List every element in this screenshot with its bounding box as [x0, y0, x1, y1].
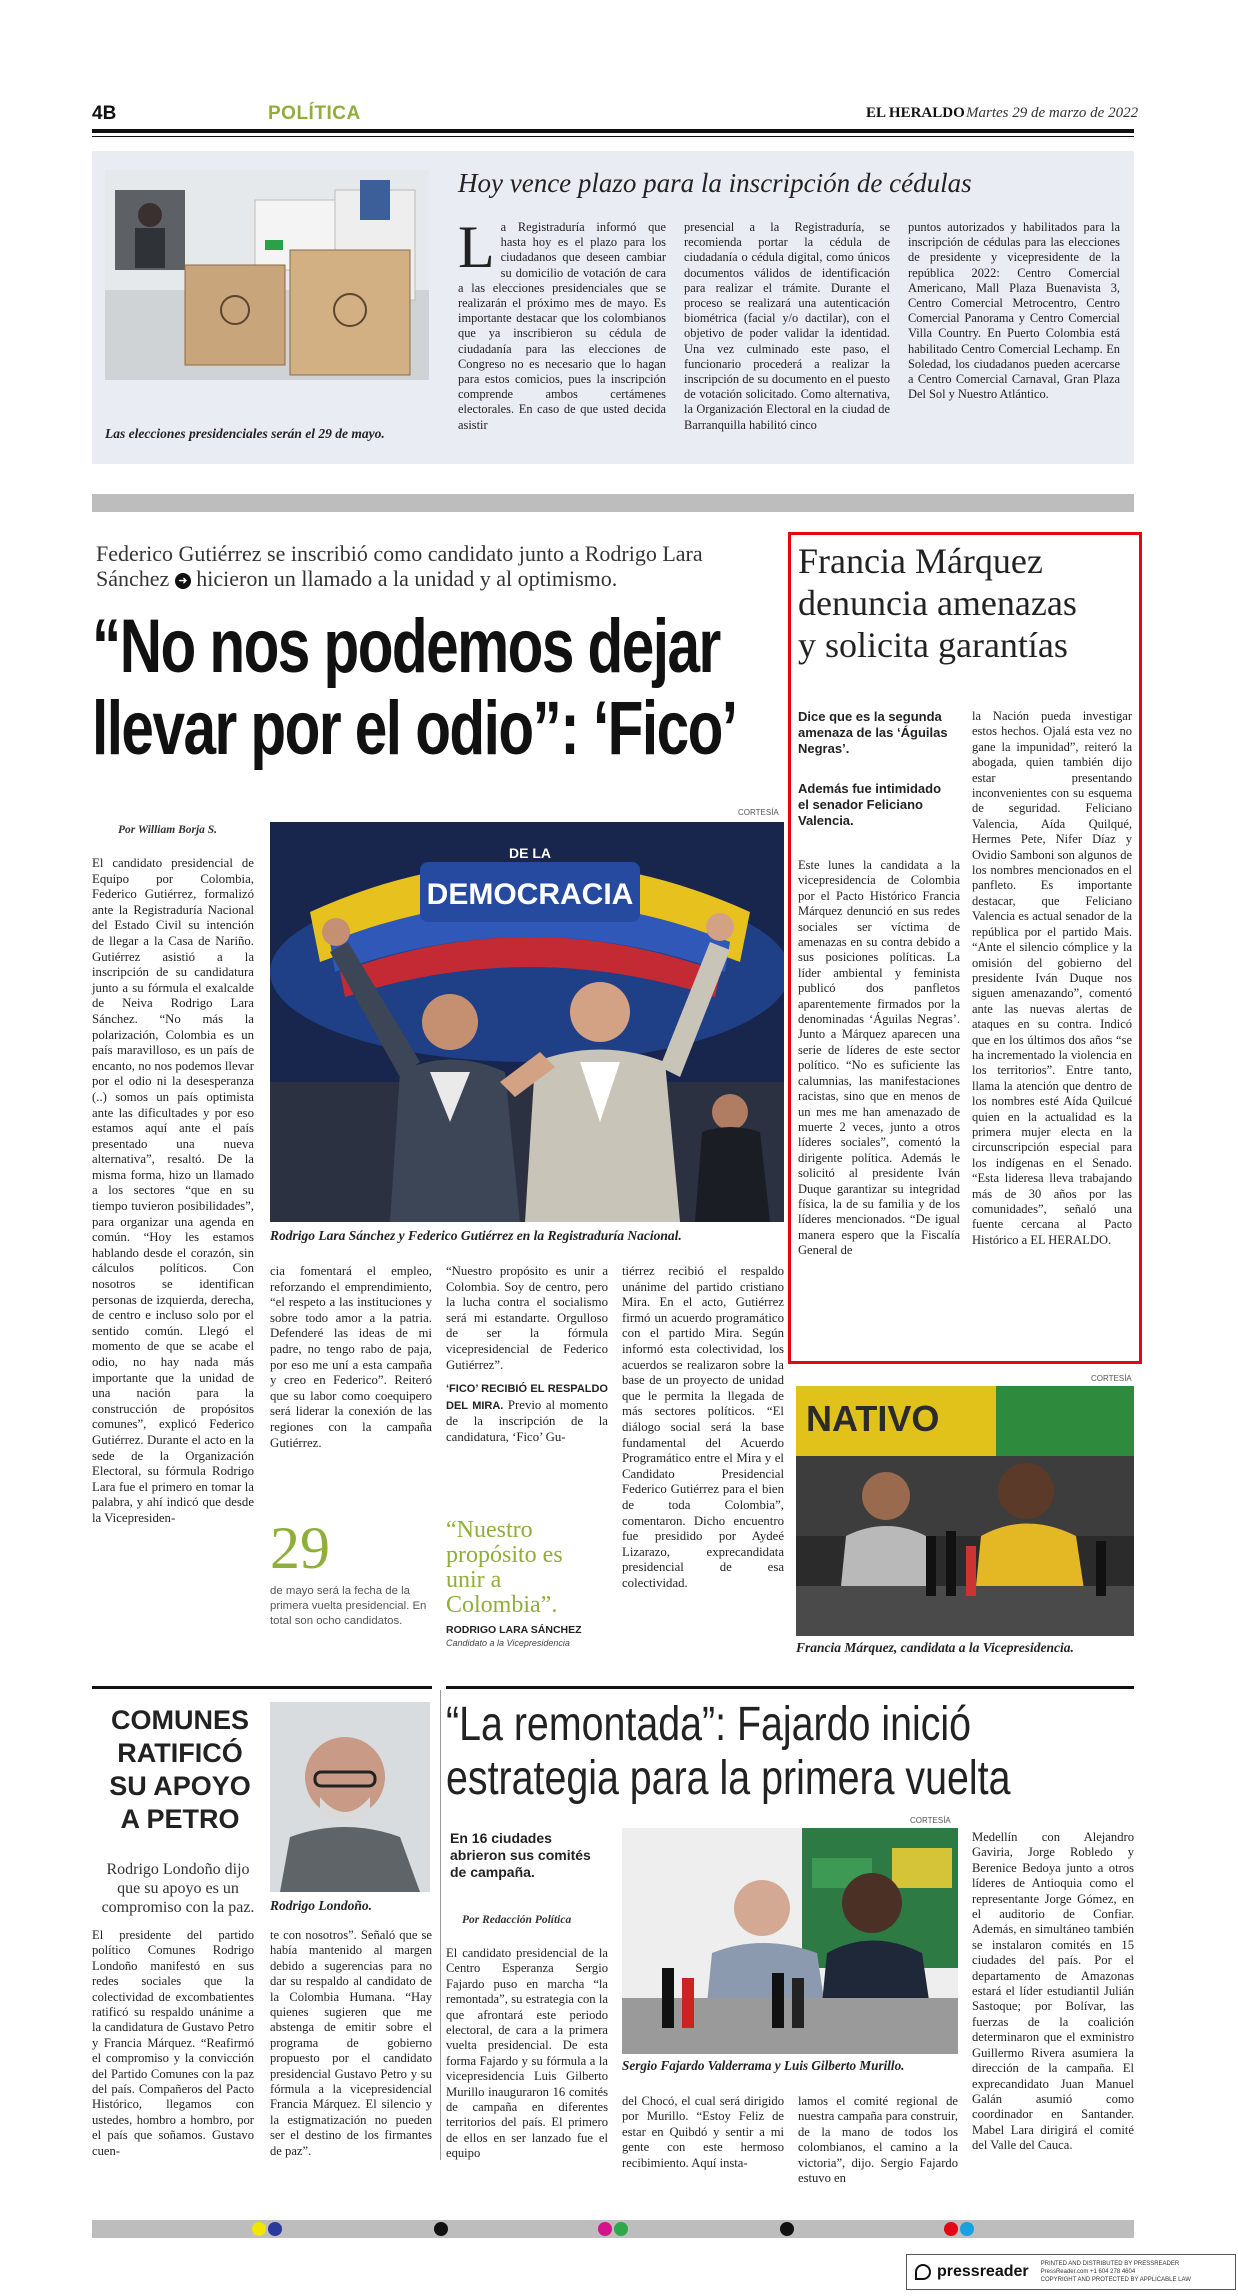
fico-deck-text: Federico Gutiérrez se inscribió como candidato junto a Rodrigo Lara Sánchez [96, 541, 703, 591]
banner-text: DEMOCRACIA [426, 878, 634, 911]
fico-col1: El candidato presidencial de Equipo por Colombia, Federico Gutiérrez, formalizó ante la Registraduría Nacional del Estado Civil su intención de llegar a la Casa de Nariño. Gutiérrez asistió a la inscripción de su candidatura junto a su fórmula el exalcalde de Neiva Rodrigo Lara Sánchez. “No más la polarización, Colombia es un país maravilloso, es un país de encanto, no nos podemos llevar por el odio ni la desesperanza (..) somos un país optimista ante las dificultades y por eso estamos aquí ante el país presentado una nueva alternativa”, resaltó. De la misma forma, hizo un llamado a los sectores “que en su tiempo tuvieron posibilidades”, para organizar una agenda en común. “Hoy les estamos hablando desde el corazón, sin cálculos políticos. Con nosotros se identifican personas de izquierda, derecha, de centro e incluso solo por el sentido común. Llegó el momento de que se acabe el odio, no hay nada más importante que la unidad de una nación para la construcción de propósitos comunes”, explicó Federico Gutiérrez. Durante el acto en la sede de la Organización Electoral, su fórmula Rodrigo Lara fue el primero en tomar la palabra, y ahí indicó que desde la Vicepresiden- [92, 856, 254, 1525]
comunes-photo [270, 1702, 430, 1892]
comunes-photo-caption: Rodrigo Londoño. [270, 1898, 373, 1913]
francia-headline-line2: denuncia amenazas [798, 583, 1077, 623]
pull-quote-role: Candidato a la Vicepresidencia [446, 1638, 570, 1648]
fico-photo [270, 822, 784, 1222]
reg-mark-red [944, 2222, 958, 2236]
pressreader-small [1041, 2260, 1191, 2284]
francia-highlight1: Dice que es la segunda amenaza de las ‘Águilas Negras’. [798, 709, 948, 756]
ballot-boxes-image [105, 170, 429, 380]
fico-headline-line1: “No nos podemos dejar [92, 604, 720, 689]
top-story-col3: puntos autorizados y habilitados para la inscripción de cédulas para las elecciones de presidente y vicepresidente de la república 2022: Centro Comercial Americano, Mall Plaza Buenavista 3, Centro Comercial Metrocentro, Centro Comercial Panorama y Centro Comercial Villa Country. En Puerto Colombia está habilitado Centro Comercial Lechamp. En Soledad, los ciudadanos pueden acercarse a Centro Comercial Carnaval, Gran Plaza Del Sol y Nuestro Atlántico. [908, 220, 1120, 402]
fico-col3-text: “Nuestro propósito es unir a Colombia. Soy de centro, pero la lucha contra el socialismo será mi estandarte. Orgulloso de ser la fórmula vicepresidencial de Federico Gutiérrez”. [446, 1264, 608, 1372]
comunes-col1: El presidente del partido político Comunes Rodrigo Londoño manifestó en sus redes sociales que la colectividad de excombatientes ratificó su respaldo unánime a la candidatura de Gustavo Petro y Francia Márquez. “Reafirmó el compromiso y la convicción del Partido Comunes con la paz del país. Compañeros del Pacto Histórico, llegamos con ustedes, hombro a hombro, por el país que soñamos. Gustavo cuen- [92, 1928, 254, 2158]
comunes-headline: COMUNES RATIFICÓ SU APOYO A PETRO [109, 1705, 251, 1834]
fajardo-col2: del Chocó, el cual será dirigido por Murillo. “Estoy Feliz de estar en Quibdó y sentir a mi gente con este hermoso recibimiento. Aquí insta- [622, 2094, 784, 2170]
comunes-col2: te con nosotros”. Señaló que se había mantenido al margen debido a sugerencias para no dar su respaldo al candidato de la Colombia Humana. “Hay quienes sugieren que me abstenga de emitir sobre el programa de gobierno propuesto por el candidato presidencial Gustavo Petro y su fórmula a la vicepresidencial Francia Márquez. El silencio y la estigmatización no pueden ser el destino de los firmantes de paz”. [270, 1928, 432, 2158]
fajardo-photo-credit: CORTESÍA [910, 1816, 951, 1825]
top-story-col1-text: a Registraduría informó que hasta hoy es el plazo para los ciudadanos que deseen cambiar su domicilio de votación de cara a las elecciones presidenciales que se realizarán el próximo mes de mayo. Es importante destacar que los colombianos que ya inscribieron su cédula de ciudadanía para las elecciones de Congreso no es necesario que lo hagan para estos comicios, pues la inscripción comprende ambos certámenes electorales. En caso de que usted decida asistir [458, 220, 666, 432]
reg-mark-black-2 [780, 2222, 794, 2236]
fico-photo-credit: CORTESÍA [738, 808, 779, 817]
reg-mark-yellow [252, 2222, 266, 2236]
fico-deck-tail: hicieron un llamado a la unidad y al optimismo. [196, 566, 618, 591]
reg-mark-black [434, 2222, 448, 2236]
francia-col1: Este lunes la candidata a la vicepresidencia de Colombia por el Pacto Histórico Francia Márquez denunció en sus redes sociales ser víctima de amenazas en su contra debido a sus posiciones políticas. La líder ambiental y feminista publicó dos panfletos aparentemente firmados por la denominadas ‘Águilas Negras’. Junto a Márquez aparecen una serie de líderes de este sector político. “No es suficiente las calumnias, las manifestaciones racistas, sino que en menos de un mes me han amenazado de muerte 2 veces, junto a otros líderes sociales”, comentó la dirigente política. Además le solicitó al presidente Iván Duque garantizar su integridad física, la de su familia y de los líderes mencionados. “De igual manera espero que la Fiscalía General de [798, 858, 960, 1258]
fajardo-col1: El candidato presidencial de la Centro Esperanza Sergio Fajardo puso en marcha “la remontada”, su estrategia con la que afrontará este periodo electoral, de cara a la primera vuelta presidencial. De esta forma Fajardo y su fórmula a la vicepresidencia Luis Gilberto Murillo inauguraron 16 comités de campaña en diferentes territorios del país. El primero de ellos en ser lanzado fue el equipo [446, 1946, 608, 2161]
pull-quote: “Nuestro propósito es unir a Colombia”. [446, 1517, 563, 1618]
stat-number: 29 [270, 1515, 330, 1581]
comunes-top-rule [92, 1686, 432, 1689]
fajardo-col3: lamos el comité regional de nuestra campaña para construir, de la mano de todos los colombianos, el camino a la victoria”, dijo. Sergio Fajardo estuvo en [798, 2094, 958, 2186]
fico-col4: tiérrez recibió el respaldo unánime del partido cristiano Mira. En el acto, Gutiérrez firmó un acuerdo programático con el partido Mira. Según informó esta colectividad, los acuerdos se realizaron sobre la base de un proyecto de unidad que le permita la llegada de más sectores políticos. “El diálogo social será la base fundamental del Acuerdo Programático entre el Mira y el Candidato Presidencial Federico Gutiérrez para el bien de toda Colombia”, comentaron. Dicho encuentro fue presidido por Aydeé Lizarazo, exprecandidata presidencial de esa colectividad. [622, 1264, 784, 1590]
page-number: 4B [92, 103, 117, 124]
fajardo-col4: Medellín con Alejandro Gaviria, Jorge Robledo y Berenice Bedoya junto a otros líderes de Antioquia como el representante Jorge Gómez, en el auditorio de Confiar. Además, en simultáneo también se instalaron comités en 15 ciudades del país. Por el departamento de Amazonas estará el líder estudiantil Julián Sastoque; por Bolívar, las fuerzas de la coalición determinaron que el exministro Guillermo Rivera asumiera la dirección de la campaña. El exprecandidato Juan Manuel Galán asumió como coordinador en Santander. Mabel Lara dirigirá el comité del Valle del Cauca. [972, 1830, 1134, 2153]
top-story-photo-caption: Las elecciones presidenciales serán el 29 de mayo. [105, 426, 385, 441]
pressreader-small2: PressReader.com +1 604 278 4604 [1040, 2269, 1136, 2275]
fico-byline: Por William Borja S. [118, 824, 218, 836]
top-story-col1 [458, 214, 666, 433]
pressreader-logo[interactable] [906, 2254, 1236, 2290]
section-divider-band [92, 494, 1134, 512]
banner-small-text: DE LA [509, 845, 551, 861]
reg-mark-cyan [960, 2222, 974, 2236]
reg-mark-blue [268, 2222, 282, 2236]
francia-highlight2: Además fue intimidado el senador Feliciano Valencia. [798, 781, 942, 828]
fico-headline [92, 606, 792, 770]
fico-subhead: ‘FICO’ RECIBIÓ EL RESPALDO DEL MIRA. [446, 1383, 608, 1412]
francia-headline-line3: y solicita garantías [798, 625, 1068, 665]
fico-col2: cia fomentará el empleo, reforzando el emprendimiento, “el respeto a las instituciones y sobre todo amor a la patria. Defenderé las ideas de mi padre, no tengo rabo de paja, por eso me uní a esta campaña y creo en Federico”. Reiteró que su labor como coequipero será liderar la conexión de las regiones con la campaña Gutiérrez. [270, 1264, 432, 1450]
fico-deck [96, 541, 776, 591]
issue-date: Martes 29 de marzo de 2022 [966, 105, 1139, 121]
registration-marks [0, 2220, 1238, 2238]
stat-text: de mayo será la fecha de la primera vuelta presidencial. En total son ocho candidatos. [270, 1585, 427, 1627]
column-divider [440, 1690, 441, 2160]
pressreader-small3: COPYRIGHT AND PROTECTED BY APPLICABLE LAW [1040, 2277, 1191, 2283]
top-story-headline: Hoy vence plazo para la inscripción de cédulas [458, 168, 972, 198]
francia-headline [798, 540, 1138, 666]
fico-col3-b: Previo al momento de la inscripción de la candidatura, ‘Fico’ Gu- [446, 1397, 608, 1444]
header-rule [92, 129, 1134, 133]
francia-photo-caption: Francia Márquez, candidata a la Vicepresidencia. [796, 1640, 1074, 1655]
francia-press-conference-image [796, 1386, 1134, 1636]
fajardo-top-rule [446, 1686, 1134, 1689]
top-story-col2: presencial a la Registraduría, se recomienda portar la cédula de ciudadanía o cédula digital, como únicos documentos válidos de identificación para realizar el trámite. Durante el proceso se realizará una autenticación biométrica (facial y/o dactilar), con el objetivo de poder validar la identidad. Una vez culminado este paso, el funcionario procederá a realizar la inscripción de su documento en el puesto de votación solicitado. Como alternativa, la Organización Electoral en la ciudad de Barranquilla habilitó cinco [684, 220, 890, 432]
francia-banner-text: NATIVO [806, 1398, 940, 1439]
pull-quote-author: RODRIGO LARA SÁNCHEZ [446, 1624, 582, 1636]
reg-mark-magenta [598, 2222, 612, 2236]
fajardo-murillo-image [622, 1828, 958, 2054]
pressreader-icon [915, 2264, 931, 2280]
comunes-summary: Rodrigo Londoño dijo que su apoyo es un compromiso con la paz. [101, 1861, 255, 1916]
fico-col3 [446, 1264, 608, 1446]
fajardo-highlight: En 16 ciudades abrieron sus comités de campaña. [450, 1830, 591, 1880]
francia-col2: la Nación pueda investigar estos hechos. Ojalá esta vez no gane la impunidad”, reiteró la abogada, quien también dijo estar presentando inconvenientes con su esquema de seguridad. Feliciano Valencia, Aída Quilqué, Hermes Pete, Nifer Díaz y Ovidio Samboni son algunos de los nombres mencionados en el panfleto. Es importante destacar, que Feliciano Valencia es actual senador de la república por el partido Mais. “Ante el silencio cómplice y la omisión del gobierno del presidente Iván Duque nos siguen amenazando”, comentó ante las nuevas alertas de ataques en su contra. Indicó que en los últimos dos años “se ha incrementado la violencia en los territorios”. Entre tanto, llama la atención que dentro de los nombres esté Aída Quilcué quien en la actualidad es la primera mujer electa en la circunscripción especial para los indígenas en el Senado. “Esta lideresa lleva trabajando más de 30 años por las comunidades”, señaló una fuente cercana al Pacto Histórico a EL HERALDO. [972, 709, 1132, 1247]
fajardo-photo [622, 1828, 958, 2054]
arrow-circle-icon: ➜ [175, 573, 191, 589]
fico-headline-line2: llevar por el odio”: ‘Fico’ [92, 686, 737, 771]
top-story-photo [105, 170, 429, 380]
fajardo-headline-line1: “La remontada”: Fajardo inició [446, 1698, 972, 1751]
fajardo-headline [446, 1698, 1136, 1806]
section-label: POLÍTICA [268, 103, 361, 124]
fajardo-photo-caption: Sergio Fajardo Valderrama y Luis Gilberto Murillo. [622, 2058, 905, 2073]
francia-photo-credit: CORTESÍA [1091, 1374, 1132, 1383]
header-rule-thin [92, 136, 1134, 137]
drop-cap: L [458, 214, 495, 280]
pressreader-small1: PRINTED AND DISTRIBUTED BY PRESSREADER [1040, 2261, 1180, 2267]
rodrigo-londono-image [270, 1702, 430, 1892]
francia-photo [796, 1386, 1134, 1636]
pressreader-wordmark: pressreader [937, 2263, 1029, 2280]
francia-headline-line1: Francia Márquez [798, 541, 1043, 581]
fajardo-headline-line2: estrategia para la primera vuelta [446, 1752, 1011, 1805]
reg-mark-green [614, 2222, 628, 2236]
newspaper-name: EL HERALDO [866, 105, 965, 121]
fico-photo-caption: Rodrigo Lara Sánchez y Federico Gutiérrez en la Registraduría Nacional. [270, 1228, 682, 1243]
candidates-celebrating-image [270, 822, 784, 1222]
fajardo-byline: Por Redacción Política [462, 1914, 572, 1926]
